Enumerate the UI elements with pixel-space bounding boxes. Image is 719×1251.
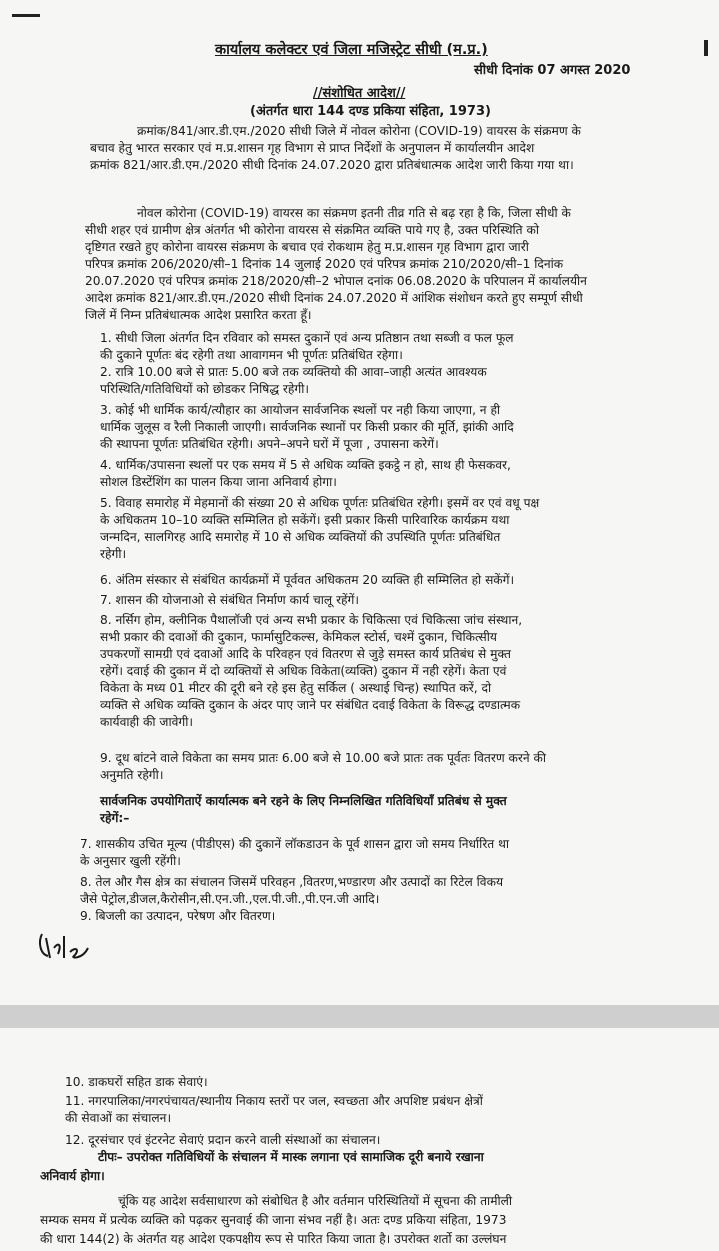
text-line: आदेश क्रमांक 821/आर.डी.एम./2020 सीधी दिनांक 24.07.2020 में आंशिक संशोधन करते हुए सम्पूर्ण सीधी — [85, 291, 583, 305]
list-item: 5. विवाह समारोह में मेहमानों की संख्या 20 से अधिक पूर्णतः प्रतिबंधित रहेगी। इसमें वर एवं वधू पक्ष — [100, 496, 540, 510]
heading-line: सार्वजनिक उपयोगिताऐं कार्यात्मक बने रहने के लिए निम्नलिखित गतिविधियॉं प्रतिबंध से मुक्त — [100, 794, 507, 808]
text-line: 20.07.2020 एवं परिपत्र क्रमांक 218/2020/सी–2 भोपाल दनांक 06.08.2020 के परिपालन में कार्यालयीन — [85, 274, 587, 288]
list-item: 9. दूध बांटने वाले विकेता का समय प्रातः 6.00 बजे से 10.00 बजे प्रातः तक पूर्वतः वितरण करने की — [100, 751, 547, 765]
list-item: 12. दूरसंचार एवं इंटरनेट सेवाएं प्रदान करने वाली संस्थाओं का संचालन। — [65, 1133, 381, 1147]
text-line: क्रमांक/841/आर.डी.एम./2020 सीधी जिले में नोवल कोरोना (COVID-19) वायरस के संक्रमण के — [137, 124, 581, 138]
list-item: 7. शासकीय उचित मूल्य (पीडीएस) की दुकानें लॉकडाउन के पूर्व शासन द्वारा जो समय निर्धारित था — [80, 837, 510, 851]
list-item: 1. सीधी जिला अंतर्गत दिन रविवार को समस्त दुकानें एवं अन्य प्रतिष्ठान तथा सब्जी व फल फूल — [100, 331, 514, 345]
list-item: व्यक्ति से अधिक व्यक्ति दुकान के अंदर पाए जाने पर संबंधित दवाई विकेता के विरूद्ध दण्डात्मक — [100, 698, 521, 712]
list-item: के अनुसार खुली रहेंगी। — [80, 854, 181, 868]
order-date: सीधी दिनांक 07 अगस्त 2020 — [474, 63, 631, 78]
list-item: 2. रात्रि 10.00 बजे से प्रातः 5.00 बजे तक व्यक्तियो की आवा–जाही अत्यंत आवश्यक — [100, 365, 487, 379]
list-item: 4. धार्मिक/उपासना स्थलों पर एक समय में 5 से अधिक व्यक्ति इकट्ठे न हो, साथ ही फेसकवर, — [100, 458, 511, 472]
list-item: 3. कोई भी धार्मिक कार्य/त्यौहार का आयोजन सार्वजनिक स्थलों पर नही किया जाएगा, न ही — [100, 403, 501, 417]
list-item: 7. शासन की योजनाओ से संबंधित निर्माण कार्य चालू रहेंगें। — [100, 593, 360, 607]
office-title: कार्यालय कलेक्टर एवं जिला मजिस्ट्रेट सीधी (म.प्र.) — [215, 42, 488, 58]
list-item: रहेगी। — [100, 547, 127, 561]
list-item: की स्थापना पूर्णतः प्रतिबंधित रहेगी। अपने–अपने घरों में पूजा , उपासना करेगें। — [100, 437, 439, 451]
text-line: दृष्टिगत रखते हुए कोरोना वायरस संक्रमण के बचाव एवं रोकथाम हेतु म.प्र.शासन गृह विभाग द्वारा जारी — [85, 240, 529, 254]
text-line: सम्यक समय में प्रत्येक व्यक्ति को पढ़कर सुनवाई की जाना संभव नहीं है। अतः दण्ड प्रकिया संहिता, 1973 — [40, 1213, 507, 1227]
signature-mark — [36, 928, 96, 962]
list-item: विकेता के मध्य 01 मीटर की दूरी बने रहे इस हेतु सर्किल ( अस्थाई चिन्ह) स्थापित करें, दो — [100, 681, 492, 695]
list-item: सोशल डिस्टेंशिंग का पालन किया जाना अनिवार्य होगा। — [100, 475, 337, 489]
list-item: 8. नर्सिग होम, क्लीनिक पैथालॉजी एवं अन्य सभी प्रकार के चिकित्सा एवं चिकित्सा जांच संस्थान, — [100, 613, 523, 627]
text-line: परिपत्र क्रमांक 206/2020/सी–1 दिनांक 14 जुलाई 2020 एवं परिपत्र क्रमांक 210/2020/सी–1 दिनांक — [85, 257, 564, 271]
list-item: रहेगें। दवाई की दुकान में दो व्यक्तियों से अधिक विकेता(व्यक्ति) दुकान में नही रहेगें। केता एवं — [100, 664, 507, 678]
list-item: 11. नगरपालिका/नगरपंचायत/स्थानीय निकाय स्तरों पर जल, स्वच्छता और अपशिष्ट प्रबंधन क्षेत्रों — [65, 1094, 483, 1108]
text-line: क्रमांक 821/आर.डी.एम./2020 सीधी दिनांक 24.07.2020 द्वारा प्रतिबंधात्मक आदेश जारी किया गया था। — [90, 158, 574, 172]
list-item: के अधिकतम 10–10 व्यक्ति सम्मिलित हो सकेंगें। इसी प्रकार किसी पारिवारिक कार्यक्रम यथा — [100, 513, 510, 527]
list-item: अनुमति रहेगी। — [100, 768, 164, 782]
list-item: 6. अंतिम संस्कार से संबंधित कार्यक्रमों में पूर्ववत अधिकतम 20 व्यक्ति ही सम्मिलित हो सकेंगें। — [100, 573, 515, 587]
text-line: की धारा 144(2) के अंतर्गत यह आदेश एकपक्षीय रूप से पारित किया जाता है। उपरोक्त शर्तो का उल्लंघन — [40, 1232, 507, 1246]
text-line: चूंकि यह आदेश सर्वसाधारण को संबोधित है और वर्तमान परिस्थितियों में सूचना की तामीली — [118, 1194, 513, 1208]
text-line: जिलें में निम्न प्रतिबंधात्मक आदेश प्रसारित करता हूँ। — [85, 308, 312, 322]
list-item: की सेवाओं का संचालन। — [65, 1111, 172, 1125]
list-item: 8. तेल और गैस क्षेत्र का संचालन जिसमें परिवहन ,वितरण,भण्डारण और उत्पादों का रिटेल विकय — [80, 875, 504, 889]
note-line: टीपः– उपरोक्त गतिविधियों के संचालन में मास्क लगाना एवं सामाजिक दूरी बनाये रखाना — [98, 1150, 484, 1164]
list-item: जैसे पेट्रोल,डीजल,कैरोसीन,सी.एन.जी.,एल.पी.जी.,पी.एन.जी आदि। — [80, 892, 380, 906]
list-item: जन्मदिन, सालगिरह आदि समारोह में 10 से अधिक व्यक्तियों की उपस्थिति पूर्णतः प्रतिबंधित — [100, 530, 501, 544]
list-item: की दुकाने पूर्णतः बंद रहेगी तथा आवागमन भी पूर्णतः प्रतिबंधित रहेगा। — [100, 348, 403, 362]
text-line: बचाव हेतु भारत सरकार एवं म.प्र.शासन गृह विभाग से प्राप्त निर्देशों के अनुपालन में कार्यालयीन आदेश — [90, 141, 535, 155]
list-item: 10. डाकघरों सहित डाक सेवाएं। — [65, 1075, 208, 1089]
note-line: अनिवार्य होगा। — [40, 1169, 105, 1183]
list-item: सभी प्रकार की दवाओं की दुकान, फार्मासुटिकल्स, केमिकल स्टोर्स, चश्में दुकान, चिकित्सीय — [100, 630, 497, 644]
heading-line: रहेगें:– — [100, 811, 130, 825]
list-item: कार्यवाही की जावेगी। — [100, 715, 194, 729]
order-subtitle: (अंतर्गत धारा 144 दण्ड प्रकिया संहिता, 1973) — [250, 104, 491, 119]
list-item: धार्मिक जुलूस व रैली निकाली जाएगी। सार्वजनिक स्थानों पर किसी प्रकार की मूर्ति, झांकी आदि — [100, 420, 514, 434]
list-item: परिस्थिति/गतिविधियों को छोडकर निषिद्ध रहेगी। — [100, 382, 310, 396]
list-item: उपकरणों सामग्री एवं दवाओं आदि के परिवहन एवं वितरण से जुड़े समस्त कार्य प्रतिबंध से मुक्त — [100, 647, 511, 661]
order-heading: //संशोधित आदेश// — [313, 86, 406, 101]
text-line: सीधी शहर एवं ग्रामीण क्षेत्र अंतर्गत भी कोरोना वायरस से संक्रमित व्यक्ति पाये गए है, उक्त परिस्थिति को — [85, 223, 539, 237]
order-page-2 — [0, 1028, 719, 1251]
list-item: 9. बिजली का उत्पादन, परेषण और वितरण। — [80, 909, 276, 923]
top-dash-mark — [12, 14, 40, 17]
text-line: नोवल कोरोना (COVID-19) वायरस का संक्रमण इतनी तीव्र गति से बढ़ रहा है कि, जिला सीधी के — [137, 206, 571, 220]
page-separator — [0, 1005, 719, 1028]
